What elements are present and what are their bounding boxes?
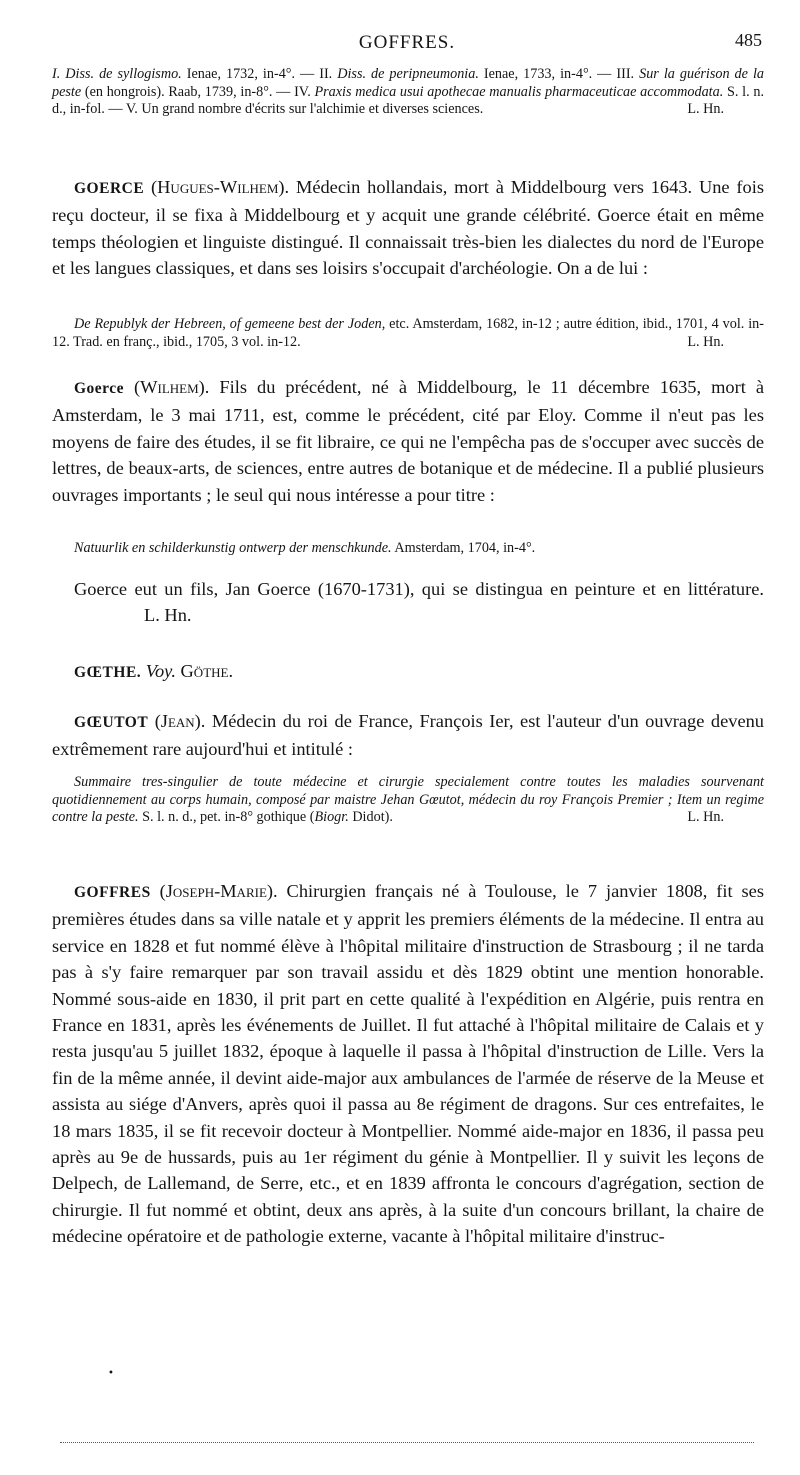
entry-headword: GOFFRES — [74, 884, 151, 901]
work-title: I. Diss. de syllogismo. — [52, 66, 182, 82]
entry-person-name: (Hugues-Wilhem). — [151, 177, 290, 197]
entry-goffres — [52, 878, 764, 1250]
entry-goerce-wilhem-works — [52, 540, 764, 558]
work-title: De Republyk der Hebreen, of gemeene best der Joden, — [74, 316, 386, 332]
entry-previous-tail — [52, 66, 764, 119]
entry-text: Ienae, 1733, in-4°. — III. — [478, 66, 640, 82]
signature: L. Hn. — [144, 605, 192, 626]
work-title: Diss. de peripneumonia. — [337, 66, 479, 82]
entry-person-name: (Joseph-Marie). — [159, 881, 278, 901]
entry-text: Ienae, 1732, in-4°. — II. — [181, 66, 338, 82]
work-title: Summaire tres-singulier de toute médecine et cirurgie specialement contre toutes les maladies sourvenant quotidiennement au corps humain, composé par maistre Jehan Gœutot, médecin du roy François Premier ; Item un regime contre la peste. — [52, 774, 764, 826]
work-details: etc. Amsterdam, 1682, in-12 ; autre édition, ibid., 1701, 4 vol. in-12. Trad. en franç., ibid., 1705, 3 vol. in-12. — [52, 316, 764, 350]
entry-goerce-hugues — [52, 174, 764, 282]
entry-goerce-hugues-works — [52, 316, 764, 351]
cross-ref-voy: Voy. — [145, 661, 176, 681]
work-details: S. l. n. d., pet. in-8° gothique ( — [138, 809, 315, 826]
entry-goerce-wilhem — [52, 374, 764, 508]
entry-goerce-wilhem-after — [52, 576, 764, 629]
entry-body: Médecin hollandais, mort à Middelbourg vers 1643. Une fois reçu docteur, il se fixa à Middelbourg et y acquit une grande célébrité. Goerce était en même temps théologien et linguiste distingué. Il connaissait très-bien les dialectes du nord de l'Europe et les langues classiques, et dans ses loisirs s'occupait d'archéologie. On a de lui : — [52, 177, 764, 279]
work-title: Natuurlik en schilderkunstig ontwerp der menschkunde. — [74, 540, 392, 556]
entry-body: Médecin du roi de France, François Ier, est l'auteur d'un ouvrage devenu extrêmement rare aujourd'hui et intitulé : — [52, 711, 764, 760]
work-title: Praxis medica usui apothecae manualis pharmaceuticae accommodata. — [314, 83, 724, 100]
entry-headword: GŒTHE. — [74, 664, 142, 681]
work-details: Didot). — [348, 809, 393, 826]
page-number: 485 — [735, 30, 762, 50]
entry-text: (en hongrois). Raab, 1739, in-8°. — IV. — [81, 83, 315, 100]
entry-goeutot — [52, 708, 764, 763]
entry-person-name: (Wilhem). — [134, 377, 210, 397]
print-speck: • — [108, 1368, 114, 1379]
entry-text: S. l. n. d., in-fol. — V. Un grand nombre d'écrits sur l'alchimie et diverses sciences. — [52, 83, 764, 118]
running-header — [52, 32, 762, 60]
entry-goeutot-works — [52, 774, 764, 827]
signature: L. Hn. — [687, 333, 724, 350]
entry-headword: GOERCE — [74, 180, 145, 197]
entry-body: Fils du précédent, né à Middelbourg, le 11 décembre 1635, mort à Amsterdam, le 3 mai 1711, est, comme le précédent, cité par Eloy. Comme il n'eut pas les moyens de faire des études, il se fit libraire, ce qui ne l'empêcha pas de s'occuper avec succès de lettres, de beaux-arts, de sciences, entre autres de botanique et de médecine. Il a publié plusieurs ouvrages importants ; le seul qui nous intéresse a pour titre : — [52, 377, 764, 505]
entry-body: Chirurgien français né à Toulouse, le 7 janvier 1808, fit ses premières études dans sa ville natale et y apprit les premiers éléments de la médecine. Il entra au service en 1828 et fut nommé élève à l'hôpital militaire d'instruction de Strasbourg ; il ne tarda pas à s'y faire remarquer par son travail assidu et dès 1829 obtint une mention honorable. Nommé sous-aide en 1830, il prit part en cette qualité à l'expédition en Algérie, puis rentra en France en 1831, après les événements de Juillet. Il fut attaché à l'hôpital militaire de Calais et y resta jusqu'au 5 juillet 1832, époque à laquelle il passa à l'hôpital d'instruction de Lille. Vers la fin de la même année, il devint aide-major aux ambulances de l'armée de réserve de la Meuse et assista au siége d'Anvers, après quoi il passa au 8e régiment de dragons. Sur ces entrefaites, le 18 mars 1835, il se fit recevoir docteur à Montpellier. Nommé aide-major en 1836, il passa peu après au 9e de hussards, puis au 1er régiment du génie à Montpellier. Il y suivit les leçons de Delpech, de Lallemand, de Serre, etc., et en 1839 affronta le concours d'agrégation, section de chirurgie. Il fut nommé et obtint, deux ans après, à la suite d'un concours brillant, la chaire de médecine opératoire et de pathologie externe, vacante à l'hôpital militaire d'instruc- — [52, 881, 764, 1247]
running-title: GOFFRES. — [358, 32, 456, 53]
work-details: Amsterdam, 1704, in-4°. — [391, 540, 536, 556]
entry-headword: GŒUTOT — [74, 714, 149, 731]
footer-dotted-rule — [60, 1442, 754, 1443]
entry-person-name: (Jean). — [154, 711, 206, 731]
entry-goethe — [52, 658, 764, 686]
work-title: Sur la guérison de la peste — [52, 66, 764, 100]
signature: L. Hn. — [687, 101, 724, 118]
cross-ref-target: Göthe. — [180, 661, 234, 681]
signature: L. Hn. — [687, 809, 724, 826]
entry-body: Goerce eut un fils, Jan Goerce (1670-1731), qui se distingua en peinture et en littérature. — [74, 579, 764, 599]
work-source: Biogr. — [314, 809, 349, 826]
entry-headword: Goerce — [74, 380, 125, 397]
